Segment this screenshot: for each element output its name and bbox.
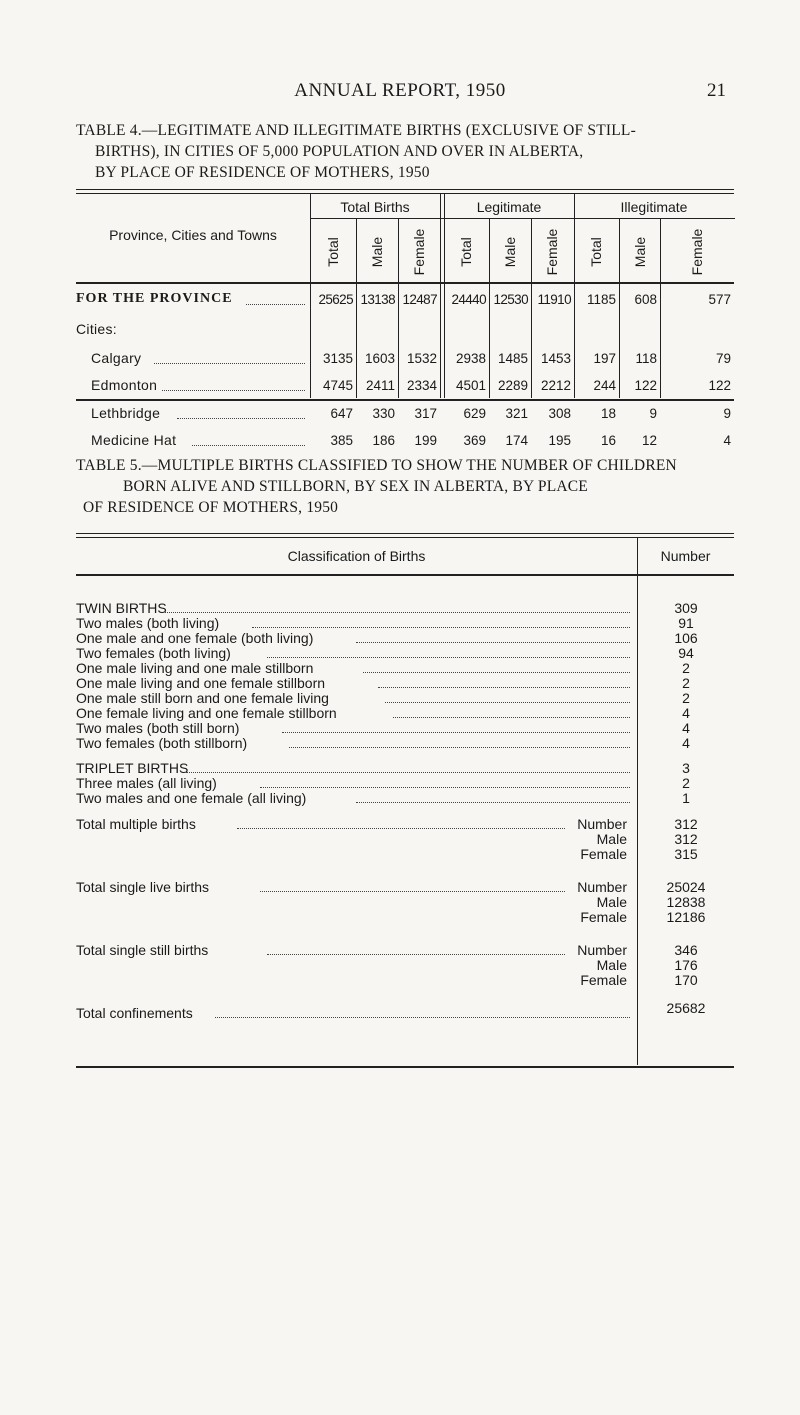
leader-dots [363,672,630,673]
table5-total-value: 176 [674,957,698,973]
table4-subcol-header: Male [502,236,518,268]
table5-total-sublabel: Male [596,894,627,910]
leader-dots [177,418,305,419]
table5-total-sublabel: Female [580,846,627,862]
table4-cell: 1453 [540,351,571,366]
leader-dots [393,717,630,718]
table5-caption: TABLE 5.—MULTIPLE BIRTHS CLASSIFIED TO SHOW THE NUMBER OF CHILDREN BORN ALIVE AND STILLBORN, BY SEX IN ALBERTA, BY PLACE OF RESIDENCE OF MOTHERS, 1950 [76,457,677,516]
table4-subcol-header: Female [544,228,560,276]
table4-caption: TABLE 4.—LEGITIMATE AND ILLEGITIMATE BIRTHS (EXCLUSIVE OF STILL- BIRTHS), IN CITIES OF 5,000 POPULATION AND OVER IN ALBERTA, BY PLACE OF RESIDENCE OF MOTHERS, 1950 [76,122,636,181]
table5-value: 2 [682,775,690,791]
table4-cell: 197 [593,351,616,366]
table4-cell: 18 [600,406,616,421]
table4-row-label: Cities: [76,321,117,337]
leader-dots [289,747,630,748]
table5-total-value: 312 [674,831,698,847]
table4-subcol-header: Male [369,236,385,268]
table4-row-label: Medicine Hat [91,432,177,448]
table4-cell: 1603 [364,351,395,366]
table5-value: 3 [682,760,690,776]
table5-row-label: TWIN BIRTHS [76,600,167,616]
leader-dots [252,627,630,628]
table5-total-value: 315 [674,846,698,862]
table4-cell: 4745 [322,378,353,393]
leader-dots [260,787,630,788]
leader-dots [186,772,630,773]
table5-row-label: One male living and one female stillborn [76,675,326,691]
leader-dots [282,732,630,733]
table4-row-label: Calgary [91,350,142,366]
table5-row-label: One female living and one female stillborn [76,705,337,721]
leader-dots [215,1017,630,1018]
table5-total-sublabel: Number [577,816,627,832]
table4-cell: 199 [414,433,437,448]
table4-cell: 12530 [493,292,528,307]
leader-dots [356,802,630,803]
page-number: 21 [707,80,726,101]
table5-top-rule-2 [76,537,734,538]
table4-cell: 12 [641,433,657,448]
table4-cell: 308 [548,406,571,421]
table4-cell: 2212 [540,378,571,393]
leader-dots [154,363,305,364]
table4-cell: 2411 [365,378,395,393]
leader-dots [163,612,630,613]
table5-row-label: TRIPLET BIRTHS [76,760,189,776]
leader-dots [260,891,565,892]
table5-value: 106 [674,630,698,646]
table4-cell: 577 [708,292,731,307]
table4-cell: 317 [414,406,437,421]
table4-cell: 186 [372,433,395,448]
table5-total-value: 25024 [666,879,706,895]
table5-total-sublabel: Number [577,942,627,958]
leader-dots [378,687,630,688]
table5-value: 1 [682,790,690,806]
table5-bottom-rule [76,1066,734,1068]
leader-dots [162,390,305,391]
page-running-title: ANNUAL REPORT, 1950 [294,80,506,101]
table4-subcol-header: Total [588,237,604,267]
table4-cell: 4501 [455,378,486,393]
table5-col2-header: Number [660,548,711,564]
table5-row-label: Three males (all living) [76,775,217,791]
leader-dots [267,657,630,658]
table5-row-label: One male living and one male stillborn [76,660,314,676]
table4-cell: 122 [708,378,731,393]
table5-row-label: Two males (both still born) [76,720,240,736]
table5-total-value: 170 [674,972,698,988]
table5-total-label: Total multiple births [76,816,196,832]
leader-dots [192,445,305,446]
table4-cell: 369 [463,433,486,448]
table4-cell: 11910 [537,292,571,307]
table4-group-illegitimate: Illegitimate [620,199,688,215]
table5-value: 4 [682,735,690,751]
table5-row-label: One male and one female (both living) [76,630,314,646]
table5-value: 309 [674,600,698,616]
table4-top-rule [76,189,734,190]
table4-cell: 321 [505,406,528,421]
table5-value: 2 [682,660,690,676]
table4-cell: 13138 [360,292,395,307]
table4-cell: 24440 [451,292,486,307]
table4-cell: 9 [723,406,731,421]
table5-total-label: Total single still births [76,942,209,958]
table4-top-rule-2 [76,193,734,194]
table5-row-label: One male still born and one female living [76,690,329,706]
table4-cell: 629 [463,406,486,421]
table4-bottom-rule [76,399,734,401]
table5-row-label: Two females (both living) [76,645,231,661]
table5-total-value: 312 [674,816,698,832]
table5-value: 4 [682,720,690,736]
table4-cell: 12487 [402,292,437,307]
leader-dots [246,304,305,305]
table4-cell: 2938 [455,351,486,366]
table5-total-sublabel: Number [577,879,627,895]
table4-subcol-header: Female [411,228,427,276]
table4-cell: 25625 [318,292,353,307]
table5-row-label: Total confinements [76,1005,193,1021]
table4-cell: 122 [634,378,657,393]
table5-value: 2 [682,675,690,691]
table4-cell: 647 [330,406,353,421]
table4-subcol-header: Total [458,237,474,267]
table4-subcol-header: Female [689,228,705,276]
table5-value: 25682 [666,1000,706,1016]
table5-total-value: 12838 [666,894,706,910]
table4-cell: 608 [634,292,657,307]
table4-row-label: Lethbridge [91,405,161,421]
table4-cell: 1532 [406,351,437,366]
table4-cell: 79 [715,351,731,366]
table5-total-sublabel: Male [596,957,627,973]
table5-value: 2 [682,690,690,706]
table5-col1-header: Classification of Births [287,548,426,564]
table4-cell: 330 [372,406,395,421]
table4-subcol-header: Male [632,236,648,268]
table4-cell: 385 [330,433,353,448]
table5-top-rule [76,533,734,534]
table4-cell: 2289 [497,378,528,393]
table5-total-value: 346 [674,942,698,958]
leader-dots [356,642,630,643]
table4-cell: 174 [505,433,528,448]
table4-group-legitimate: Legitimate [476,199,542,215]
table5-row-label: Two males and one female (all living) [76,790,307,806]
table5-row-label: Two females (both stillborn) [76,735,248,751]
table4-row-label: FOR THE PROVINCE [76,291,233,306]
leader-dots [237,828,565,829]
leader-dots [267,954,565,955]
leader-dots [385,702,630,703]
table4-cell: 244 [593,378,616,393]
table4-cell: 118 [635,351,657,366]
table4-cell: 2334 [406,378,437,393]
table5-column-divider [637,538,638,1065]
table4-group-total-births: Total Births [340,199,410,215]
table4-cell: 3135 [322,351,353,366]
table4-cell: 4 [723,433,731,448]
table5-total-sublabel: Male [596,831,627,847]
table4-cell: 195 [548,433,571,448]
table4-cell: 1185 [586,292,616,307]
table5-value: 94 [678,645,694,661]
table4-cell: 9 [649,406,657,421]
table5-total-sublabel: Female [580,909,627,925]
table4-subcol-header: Total [325,237,341,267]
table4-cell: 1485 [497,351,528,366]
table4-row-label: Edmonton [91,377,158,393]
table5-value: 4 [682,705,690,721]
table4-cell: 16 [600,433,616,448]
table5-total-value: 12186 [666,909,706,925]
table5-header-rule [76,574,734,576]
table5-value: 91 [678,615,694,631]
table5-total-sublabel: Female [580,972,627,988]
table5-row-label: Two males (both living) [76,615,220,631]
table5-total-label: Total single live births [76,879,210,895]
table4-stub-header: Province, Cities and Towns [109,227,277,243]
